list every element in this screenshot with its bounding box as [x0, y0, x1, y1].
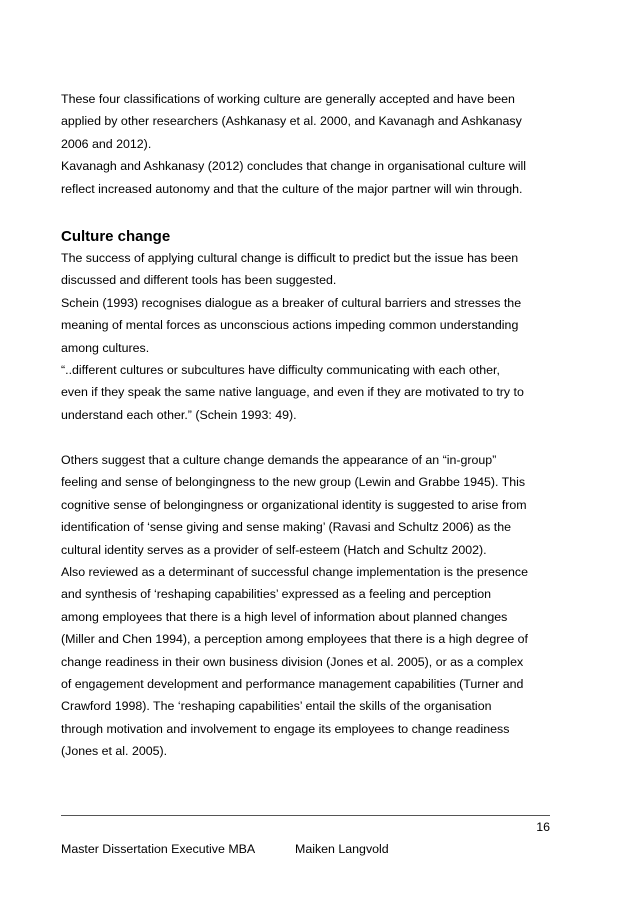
text-line: identification of ‘sense giving and sense making’ (Ravasi and Schultz 2006) as the	[61, 520, 511, 535]
text-line: of engagement development and performance management capabilities (Turner and	[61, 676, 524, 691]
text-line: cognitive sense of belongingness or organizational identity is suggested to arise from	[61, 497, 527, 512]
paragraph-classifications	[61, 88, 561, 200]
text-line: 2006 and 2012).	[61, 136, 152, 151]
paragraph-spacer	[61, 200, 561, 223]
text-line: (Miller and Chen 1994), a perception among employees that there is a high degree of	[61, 632, 528, 647]
paragraph-culture-change	[61, 247, 561, 426]
text-line: and synthesis of ‘reshaping capabilities’ expressed as a feeling and perception	[61, 587, 492, 602]
text-line: meaning of mental forces as unconscious actions impeding common understanding	[61, 318, 519, 333]
text-line: among cultures.	[61, 340, 150, 355]
footer-document-title: Master Dissertation Executive MBA	[61, 842, 256, 856]
quote-line: “..different cultures or subcultures have difficulty communicating with each other,	[61, 362, 500, 377]
text-line: through motivation and involvement to engage its employees to change readiness	[61, 721, 510, 736]
text-line: discussed and different tools has been suggested.	[61, 273, 337, 288]
text-line: change readiness in their own business division (Jones et al. 2005), or as a complex	[61, 654, 524, 669]
paragraph-in-group	[61, 449, 561, 762]
footer-author: Maiken Langvold	[295, 842, 389, 856]
text-line: These four classifications of working culture are generally accepted and have been	[61, 92, 515, 106]
text-line: The success of applying cultural change is difficult to predict but the issue has been	[61, 250, 519, 265]
footer-divider	[61, 815, 550, 816]
text-line: Others suggest that a culture change demands the appearance of an “in-group”	[61, 453, 497, 468]
paragraph-spacer	[61, 426, 561, 449]
page-body	[61, 88, 561, 763]
quote-line: understand each other.” (Schein 1993: 49).	[61, 407, 297, 422]
text-line: Kavanagh and Ashkanasy (2012) concludes that change in organisational culture will	[61, 159, 526, 174]
text-line: applied by other researchers (Ashkanasy et al. 2000, and Kavanagh and Ashkanasy	[61, 114, 522, 129]
text-line: cultural identity serves as a provider of self-esteem (Hatch and Schultz 2002).	[61, 542, 487, 557]
text-line: (Jones et al. 2005).	[61, 744, 168, 759]
page-number: 16	[536, 820, 550, 834]
text-line: reflect increased autonomy and that the culture of the major partner will win through.	[61, 181, 523, 196]
quote-line: even if they speak the same native language, and even if they are motivated to try to	[61, 385, 524, 400]
text-line: feeling and sense of belongingness to the new group (Lewin and Grabbe 1945). This	[61, 475, 526, 490]
text-line: Schein (1993) recognises dialogue as a breaker of cultural barriers and stresses the	[61, 295, 522, 310]
text-line: Crawford 1998). The ‘reshaping capabilities’ entail the skills of the organisation	[61, 699, 492, 714]
text-line: Also reviewed as a determinant of successful change implementation is the presence	[61, 565, 528, 580]
text-line: among employees that there is a high level of information about planned changes	[61, 609, 508, 624]
section-heading: Culture change	[61, 227, 171, 245]
